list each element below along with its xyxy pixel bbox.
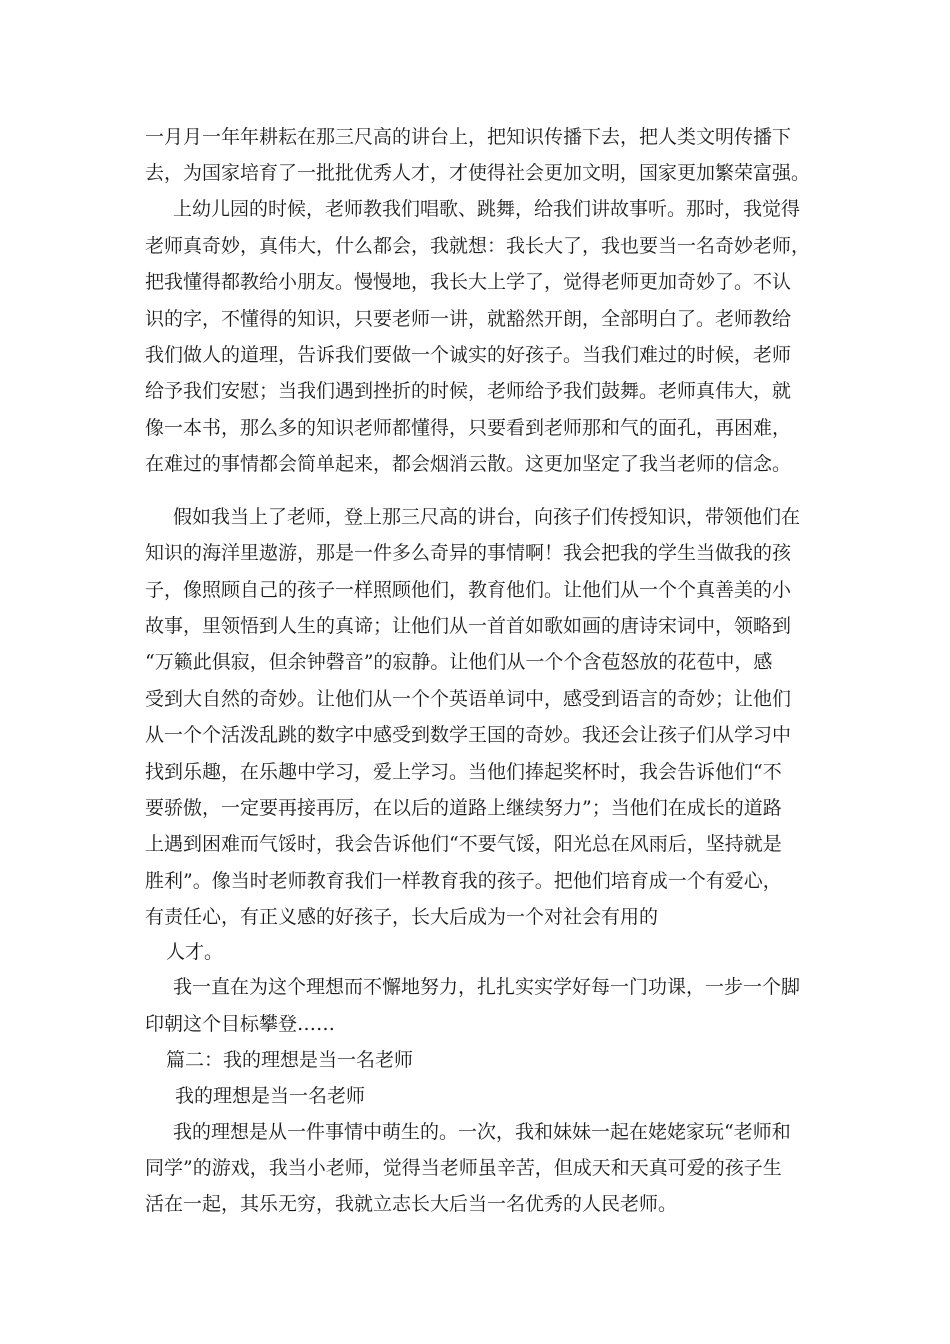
text-line: 故事，里领悟到人生的真谛；让他们从一首首如歌如画的唐诗宋词中，领略到: [145, 615, 792, 637]
text-line: 印朝这个目标攀登……: [145, 1013, 336, 1035]
text-line: “万籁此俱寂，但余钟磬音”的寂静。让他们从一个个含苞怒放的花苞中，感: [145, 651, 773, 673]
text-line: 知识的海洋里遨游，那是一件多么奇异的事情啊！我会把我的学生当做我的孩: [145, 542, 792, 564]
text-line: 识的字，不懂得的知识，只要老师一讲，就豁然开朗，全部明白了。老师教给: [145, 308, 792, 330]
paragraph-start-line: 上幼儿园的时候，老师教我们唱歌、跳舞，给我们讲故事听。那时，我觉得: [173, 198, 801, 220]
text-line: 活在一起，其乐无穷，我就立志长大后当一名优秀的人民老师。: [145, 1193, 678, 1215]
text-line: 像一本书，那么多的知识老师都懂得，只要看到老师那和气的面孔，再困难，: [145, 417, 792, 439]
text-line: 有责任心，有正义感的好孩子，长大后成为一个对社会有用的: [145, 906, 659, 928]
text-line: 在难过的事情都会简单起来，都会烟消云散。这更加坚定了我当老师的信念。: [145, 453, 792, 475]
text-line: 我们做人的道理，告诉我们要做一个诚实的好孩子。当我们难过的时候，老师: [145, 344, 792, 366]
text-line: 从一个个活泼乱跳的数字中感受到数学王国的奇妙。我还会让孩子们从学习中: [145, 724, 792, 746]
paragraph-start-line: 我一直在为这个理想而不懈地努力，扎扎实实学好每一门功课，一步一个脚: [173, 976, 801, 998]
text-line: 子，像照顾自己的孩子一样照顾他们，教育他们。让他们从一个个真善美的小: [145, 579, 792, 601]
article-title: 我的理想是当一名老师: [175, 1085, 366, 1107]
text-line: 把我懂得都教给小朋友。慢慢地，我长大上学了，觉得老师更加奇妙了。不认: [145, 271, 792, 293]
text-line: 上遇到困难而气馁时，我会告诉他们“不要气馁，阳光总在风雨后，坚持就是: [145, 833, 782, 855]
section-heading: 篇二：我的理想是当一名老师: [166, 1049, 414, 1071]
text-line: 一月月一年年耕耘在那三尺高的讲台上，把知识传播下去，把人类文明传播下: [145, 126, 792, 148]
text-line: 找到乐趣，在乐趣中学习，爱上学习。当他们捧起奖杯时，我会告诉他们“不: [145, 761, 782, 783]
text-line: 老师真奇妙，真伟大，什么都会，我就想：我长大了，我也要当一名奇妙老师，: [145, 235, 811, 257]
text-line: 给予我们安慰；当我们遇到挫折的时候，老师给予我们鼓舞。老师真伟大，就: [145, 380, 792, 402]
paragraph-start-line: 我的理想是从一件事情中萌生的。一次，我和妹妹一起在姥姥家玩“老师和: [173, 1121, 791, 1143]
text-line: 同学”的游戏，我当小老师，觉得当老师虽辛苦，但成天和天真可爱的孩子生: [145, 1157, 782, 1179]
text-line: 受到大自然的奇妙。让他们从一个个英语单词中，感受到语言的奇妙；让他们: [145, 688, 792, 710]
paragraph-start-line: 假如我当上了老师，登上那三尺高的讲台，向孩子们传授知识，带领他们在: [173, 506, 801, 528]
text-line: 去，为国家培育了一批批优秀人才，才使得社会更加文明，国家更加繁荣富强。: [145, 162, 811, 184]
text-line: 人才。: [166, 941, 224, 963]
text-line: 要骄傲，一定要再接再厉，在以后的道路上继续努力”；当他们在成长的道路: [145, 797, 782, 819]
text-line: 胜利”。像当时老师教育我们一样教育我的孩子。把他们培育成一个有爱心，: [145, 870, 782, 892]
